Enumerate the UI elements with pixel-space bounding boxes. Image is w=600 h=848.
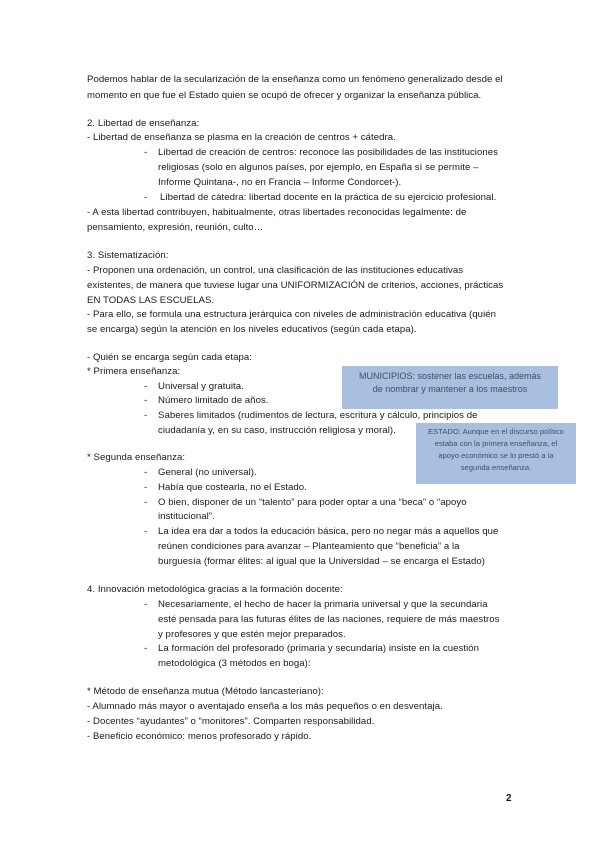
text-line: La idea era dar a todos la educación básica, pero no negar más a aquellos que xyxy=(158,526,499,537)
text-line: * Método de enseñanza mutua (Método lancasteriano): xyxy=(87,686,324,697)
comment-line: MUNICIPIOS: sostener las escuelas, además xyxy=(358,371,542,381)
text-line: burguesía (formar élites: al igual que la Universidad – se encarga el Estado) xyxy=(158,556,486,567)
text-line: Informe Quintana-, no en Francia – Informe Condorcet-). xyxy=(158,177,402,188)
text-line: ciudadanía y, en su caso, instrucción religiosa y moral). xyxy=(158,425,396,436)
text-line: - Proponen una ordenación, un control, una clasificación de las instituciones educativas xyxy=(87,265,464,276)
text-line: se encarga) según la atención en los niveles educativos (según cada etapa). xyxy=(87,324,417,335)
bullet-dash: - xyxy=(144,482,148,493)
text-line: institucional”. xyxy=(158,511,215,522)
comment-line: ESTADO: Aunque en el discurso político xyxy=(428,427,564,436)
text-line: reúnen condiciones para avanzar – Planteamiento que “beneficia” a la xyxy=(158,541,460,552)
bullet-dash: - xyxy=(144,192,148,203)
bullet-dash: - xyxy=(144,467,148,478)
text-line: 4. Innovación metodológica gracias a la formación docente: xyxy=(87,584,343,595)
text-line: O bien, disponer de un “talento” para poder optar a una “beca” o “apoyo xyxy=(158,497,467,508)
text-line: momento en que fue el Estado quien se ocupó de ofrecer y organizar la enseñanza pública. xyxy=(87,90,482,101)
text-line: Necesariamente, el hecho de hacer la primaria universal y que la secundaria xyxy=(158,599,488,610)
text-line: - Beneficio económico: menos profesorado y rápido. xyxy=(87,731,312,742)
text-line: Saberes limitados (rudimentos de lectura, escritura y cálculo, principios de xyxy=(158,410,478,421)
text-line: General (no universal). xyxy=(158,467,257,478)
text-line: - Quién se encarga según cada etapa: xyxy=(87,352,253,363)
bullet-dash: - xyxy=(144,381,148,392)
text-line: * Segunda enseñanza: xyxy=(87,452,186,463)
comment-line: de nombrar y mantener a los maestros xyxy=(372,384,528,394)
text-line: Número limitado de años. xyxy=(158,395,269,406)
text-line: - Libertad de enseñanza se plasma en la creación de centros + cátedra. xyxy=(87,132,396,143)
bullet-dash: - xyxy=(144,410,148,421)
text-line: - Para ello, se formula una estructura jerárquica con niveles de administración educativa (quién xyxy=(87,309,497,320)
comment-municipios xyxy=(342,366,558,409)
text-line: y profesores y que estén mejor preparados. xyxy=(158,629,346,640)
text-line: EN TODAS LAS ESCUELAS. xyxy=(87,295,215,306)
text-line: metodológica (3 métodos en boga): xyxy=(158,658,311,669)
text-line: - A esta libertad contribuyen, habitualmente, otras libertades reconocidas legalmente: de xyxy=(87,207,467,218)
comment-line: segunda enseñanza. xyxy=(460,463,532,472)
page-number: 2 xyxy=(506,793,512,804)
bullet-dash: - xyxy=(144,395,148,406)
comment-estado xyxy=(416,423,576,484)
text-line: Había que costearla, no el Estado. xyxy=(158,482,307,493)
bullet-dash: - xyxy=(144,147,148,158)
text-line: - Docentes “ayudantes” o “monitores”. Comparten responsabilidad. xyxy=(87,716,375,727)
text-line: esté pensada para las futuras élites de las naciones, requiere de más maestros xyxy=(158,614,500,625)
text-line: 3. Sistematización: xyxy=(87,250,169,261)
text-line: La formación del profesorado (primaria y secundaria) insiste en la cuestión xyxy=(158,643,480,654)
text-line: religiosas (solo en algunos países, por ejemplo, en España sí se permite – xyxy=(158,162,479,173)
comment-line: estaba con la primera enseñanza, el xyxy=(434,439,558,448)
text-line: Libertad de cátedra: libertad docente en la práctica de su ejercicio profesional. xyxy=(160,192,497,203)
bullet-dash: - xyxy=(144,526,148,537)
text-line: pensamiento, expresión, reunión, culto… xyxy=(87,222,264,233)
comment-line: apoyo económico se lo prestó a la xyxy=(438,451,554,460)
text-line: 2. Libertad de enseñanza: xyxy=(87,118,200,129)
bullet-dash: - xyxy=(144,643,148,654)
text-line: Universal y gratuita. xyxy=(158,381,244,392)
text-line: Podemos hablar de la secularización de la enseñanza como un fenómeno generalizado desde el xyxy=(87,74,503,85)
bullet-dash: - xyxy=(144,599,148,610)
bullet-dash: - xyxy=(144,497,148,508)
text-line: - Alumnado más mayor o aventajado enseña a los más pequeños o en desventaja. xyxy=(87,701,443,712)
text-line: existentes, de manera que tuviese lugar una UNIFORMIZACIÓN de criterios, acciones, prácticas xyxy=(87,280,504,291)
text-line: Libertad de creación de centros: reconoce las posibilidades de las instituciones xyxy=(158,147,498,158)
text-line: * Primera enseñanza: xyxy=(87,366,181,377)
